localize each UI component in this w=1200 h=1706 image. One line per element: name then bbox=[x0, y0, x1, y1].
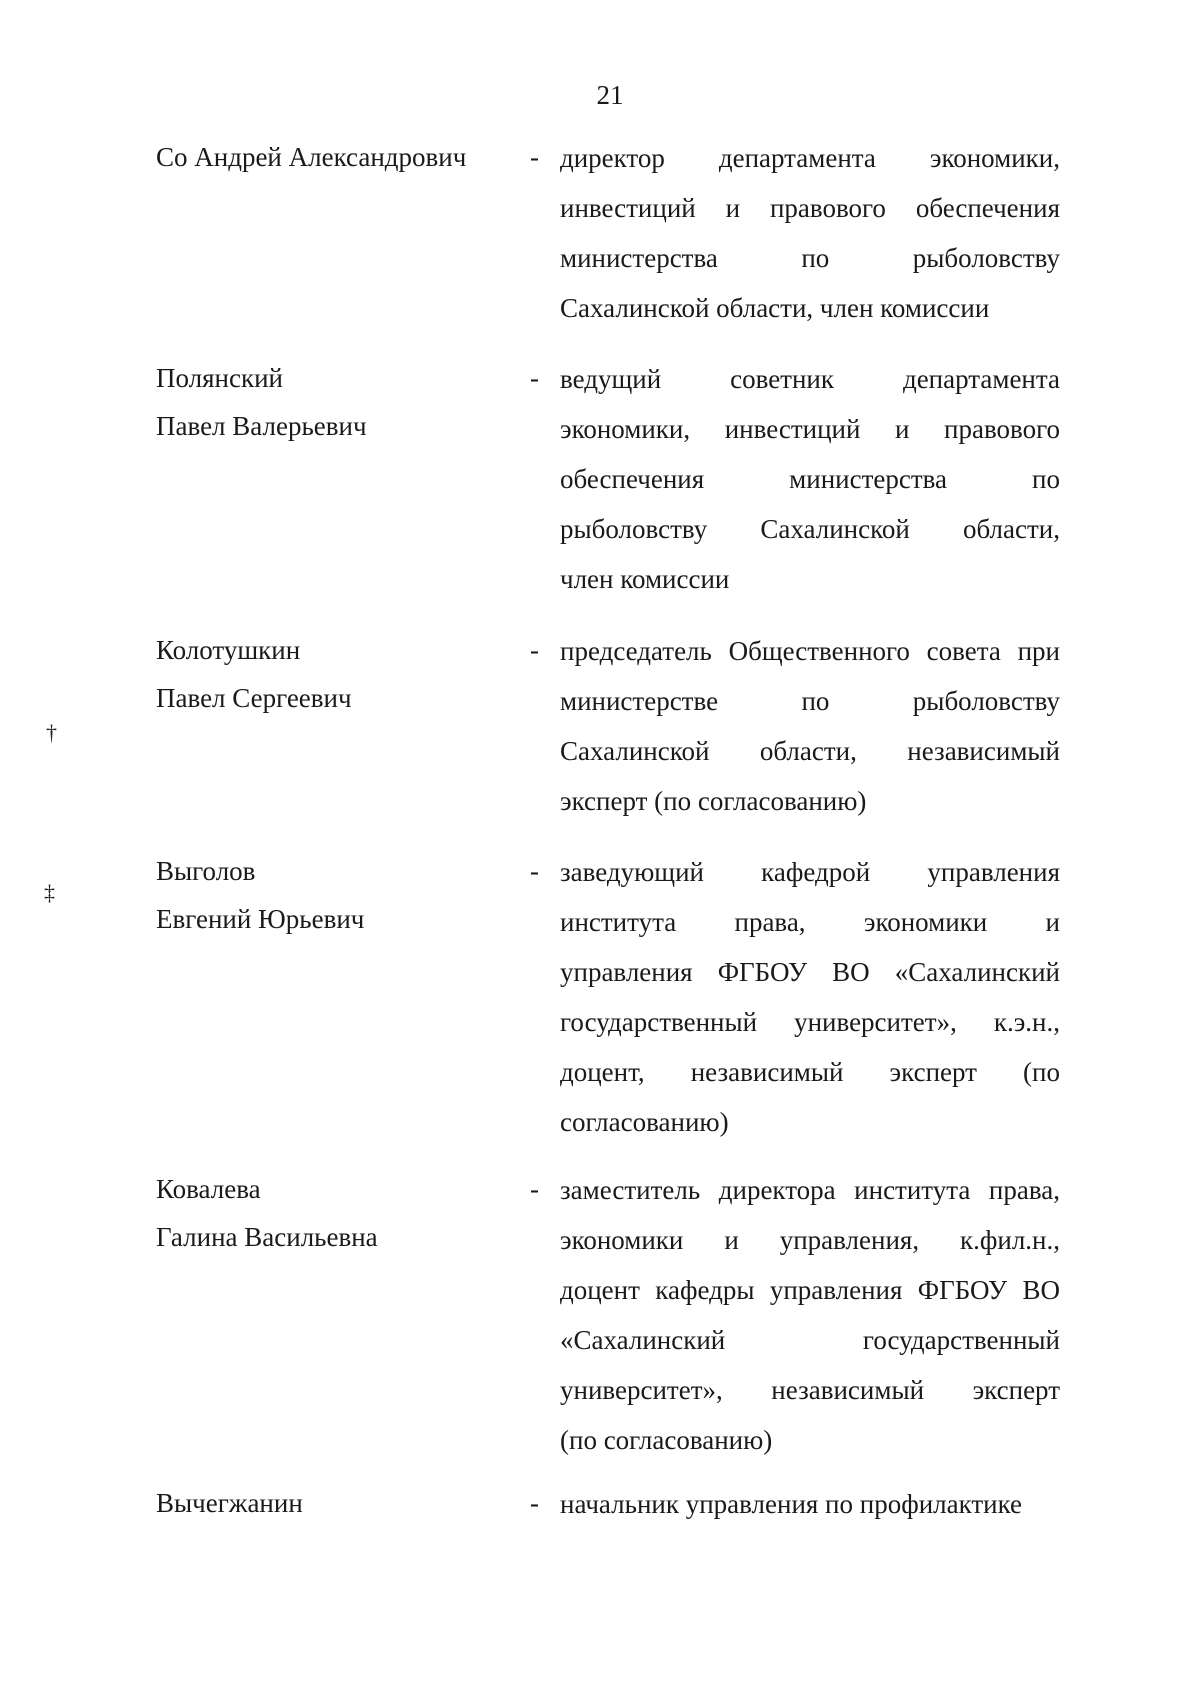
position-line: министерства по рыболовству bbox=[560, 243, 1060, 273]
position-line: инвестиций и правового обеспечения bbox=[560, 193, 1060, 223]
position-line: министерстве по рыболовству bbox=[560, 686, 1060, 716]
separator-dash: - bbox=[530, 635, 539, 665]
position-line: доцент, независимый эксперт (по bbox=[560, 1057, 1060, 1087]
position-line: экономики, инвестиций и правового bbox=[560, 414, 1060, 444]
member-position bbox=[560, 1479, 1060, 1529]
scan-speck-mark: † bbox=[46, 720, 57, 745]
separator-dash: - bbox=[530, 363, 539, 393]
member-name-line: Павел Валерьевич bbox=[156, 411, 367, 441]
member-name-line: Вычегжанин bbox=[156, 1488, 303, 1518]
member-position bbox=[560, 354, 1060, 604]
position-line: «Сахалинский государственный bbox=[560, 1325, 1060, 1355]
position-line: член комиссии bbox=[560, 564, 730, 594]
member-name bbox=[156, 626, 516, 722]
position-line: доцент кафедры управления ФГБОУ ВО bbox=[560, 1275, 1060, 1305]
position-line: согласованию) bbox=[560, 1107, 729, 1137]
member-name-line: Ковалева bbox=[156, 1174, 261, 1204]
position-line: рыболовству Сахалинской области, bbox=[560, 514, 1060, 544]
position-line: университет», независимый эксперт bbox=[560, 1375, 1060, 1405]
member-name-line: Колотушкин bbox=[156, 635, 301, 665]
member-name bbox=[156, 847, 516, 943]
separator-dash: - bbox=[530, 142, 539, 172]
position-line: начальник управления по профилактике bbox=[560, 1489, 1023, 1519]
separator-dash: - bbox=[530, 1488, 539, 1518]
separator-dash: - bbox=[530, 1174, 539, 1204]
member-name-line: Павел Сергеевич bbox=[156, 683, 352, 713]
member-name-line: Выголов bbox=[156, 856, 256, 886]
member-name-line: Галина Васильевна bbox=[156, 1222, 378, 1252]
member-name-line: Со Андрей Александрович bbox=[156, 142, 467, 172]
scan-speck-mark: ‡ bbox=[44, 880, 55, 905]
position-line: директор департамента экономики, bbox=[560, 143, 1060, 173]
position-line: председатель Общественного совета при bbox=[560, 636, 1060, 666]
member-name-line: Полянский bbox=[156, 363, 283, 393]
member-name-line: Евгений Юрьевич bbox=[156, 904, 365, 934]
member-position bbox=[560, 847, 1060, 1147]
position-line: Сахалинской области, член комиссии bbox=[560, 293, 990, 323]
position-line: обеспечения министерства по bbox=[560, 464, 1060, 494]
position-line: института права, экономики и bbox=[560, 907, 1060, 937]
position-line: (по согласованию) bbox=[560, 1425, 773, 1455]
member-position bbox=[560, 1165, 1060, 1465]
separator-dash: - bbox=[530, 856, 539, 886]
position-line: заместитель директора института права, bbox=[560, 1175, 1060, 1205]
member-name bbox=[156, 1479, 516, 1527]
position-line: ведущий советник департамента bbox=[560, 364, 1060, 394]
position-line: экономики и управления, к.фил.н., bbox=[560, 1225, 1060, 1255]
position-line: Сахалинской области, независимый bbox=[560, 736, 1060, 766]
member-position bbox=[560, 626, 1060, 826]
position-line: управления ФГБОУ ВО «Сахалинский bbox=[560, 957, 1060, 987]
member-position bbox=[560, 133, 1060, 333]
position-line: заведующий кафедрой управления bbox=[560, 857, 1060, 887]
member-name bbox=[156, 354, 516, 450]
position-line: эксперт (по согласованию) bbox=[560, 786, 867, 816]
member-name bbox=[156, 133, 516, 181]
page-number: 21 bbox=[596, 80, 624, 110]
position-line: государственный университет», к.э.н., bbox=[560, 1007, 1060, 1037]
member-name bbox=[156, 1165, 516, 1261]
